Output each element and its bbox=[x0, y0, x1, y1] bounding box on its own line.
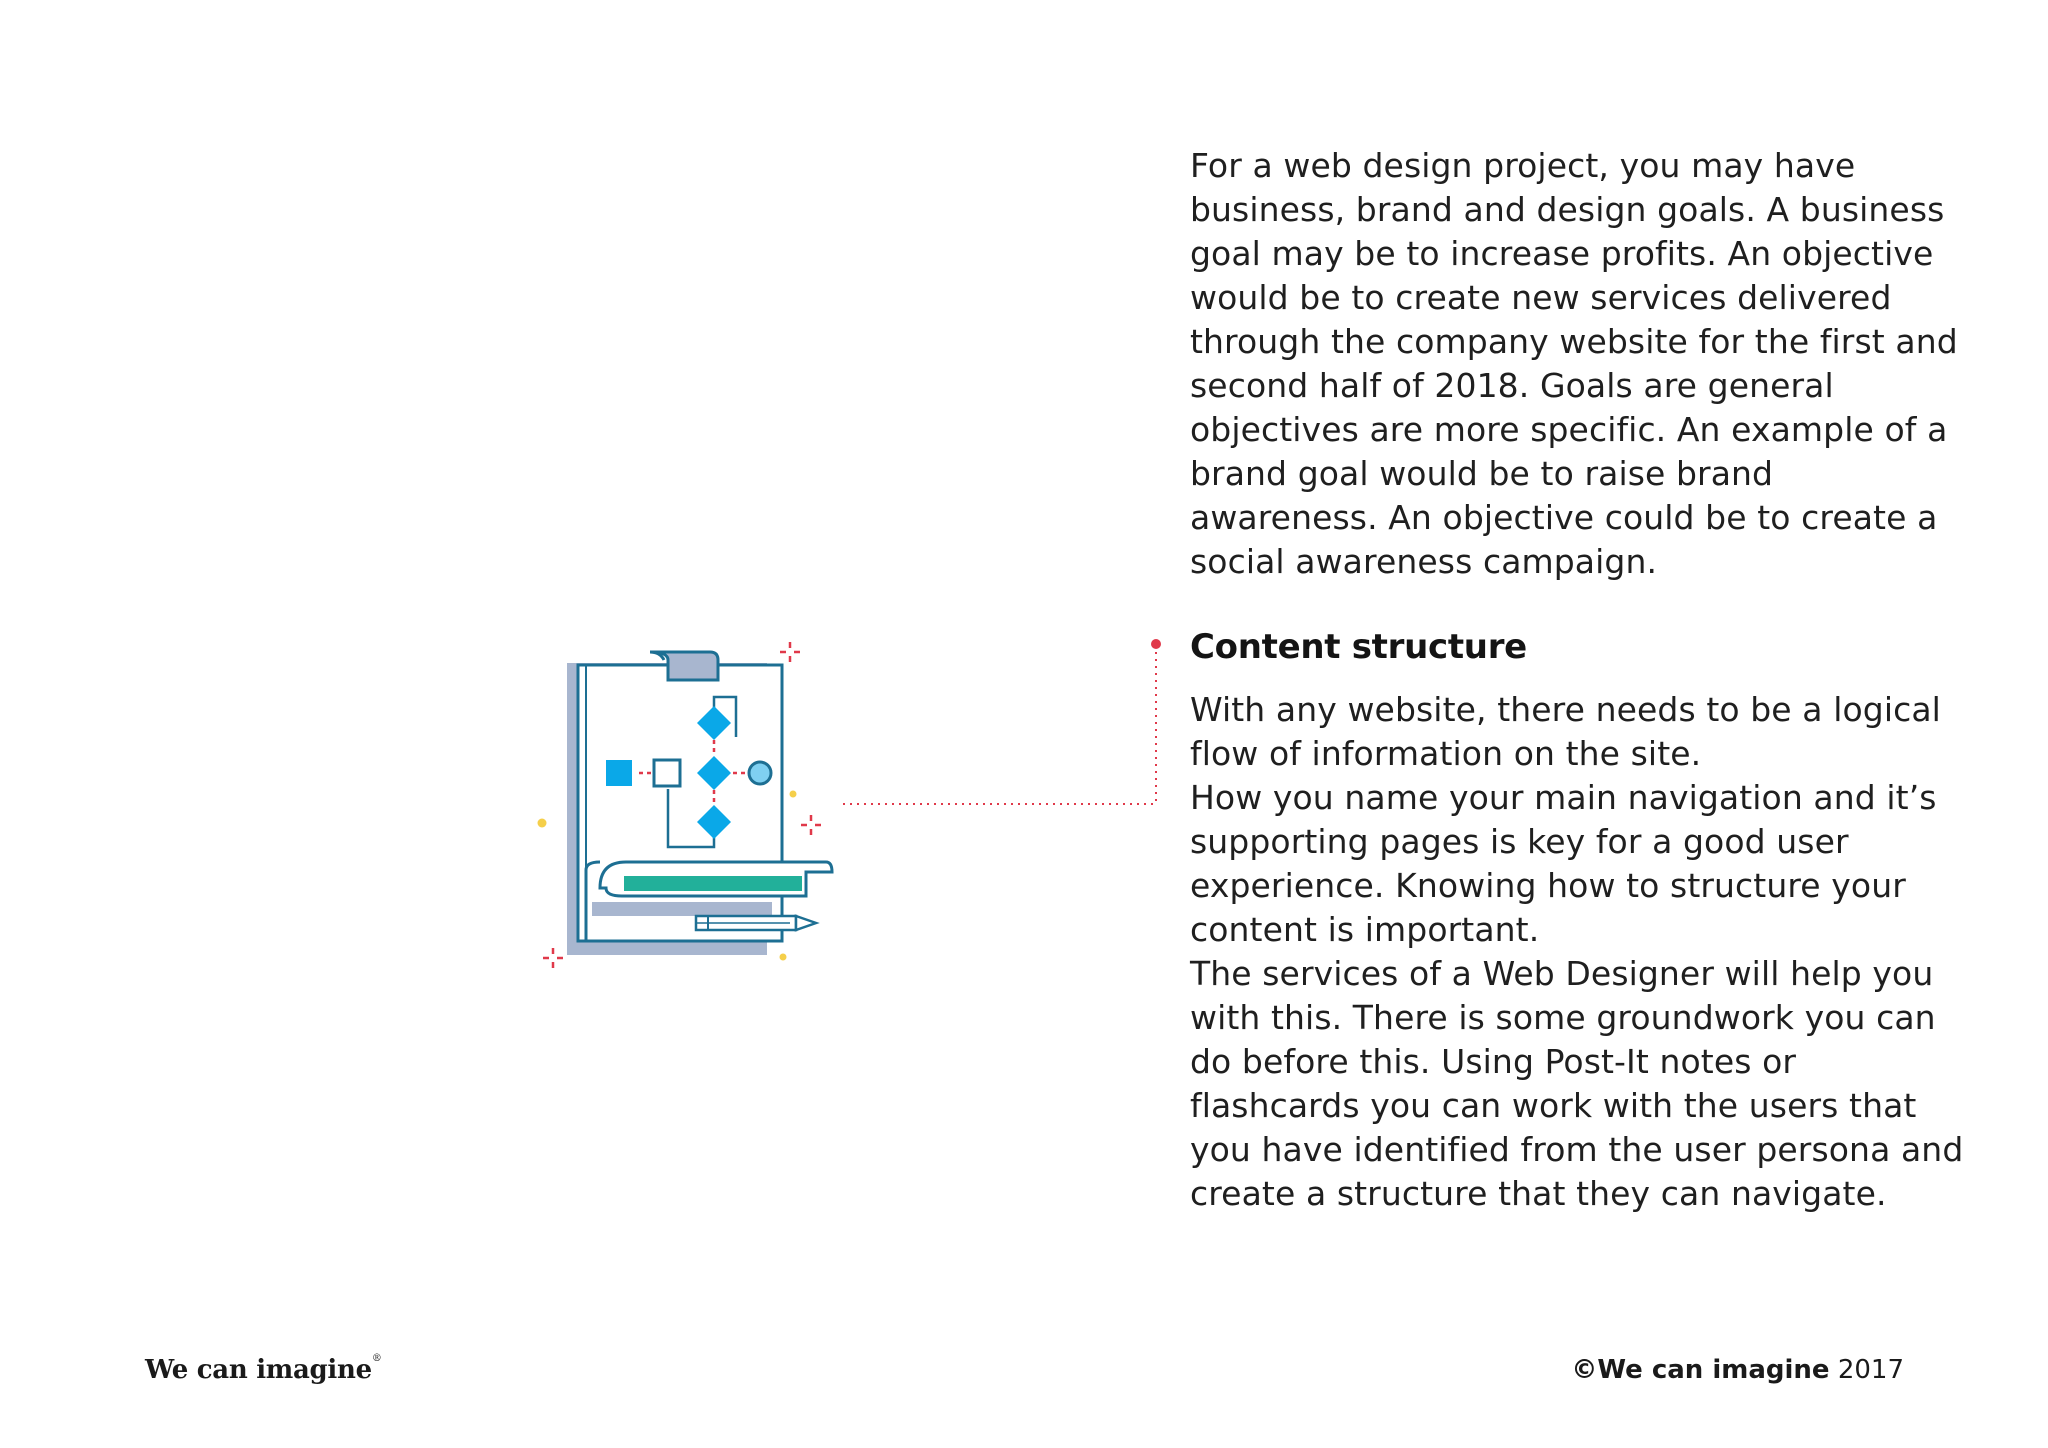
registered-mark: ® bbox=[371, 1353, 382, 1364]
section-paragraph: The services of a Web Designer will help you with this. There is some groundwork you can do before this. Using Post-It notes or flashcards you can work with the users that you have identified from the user persona and create a structure that they can navigate. bbox=[1190, 954, 1964, 1213]
section-paragraph: With any website, there needs to be a logical flow of information on the site. bbox=[1190, 690, 1941, 773]
section-paragraph: How you name your main navigation and it’s supporting pages is key for a good user experience. Knowing how to structure your content is important. bbox=[1190, 778, 1937, 949]
section-body bbox=[1190, 688, 1970, 1216]
flowchart-clipboard-icon bbox=[530, 640, 840, 980]
footer-copyright bbox=[1571, 1355, 1904, 1385]
copyright-brand: We can imagine bbox=[1597, 1355, 1830, 1385]
connector-dot bbox=[1151, 639, 1161, 649]
footer-brand-logo bbox=[145, 1355, 382, 1385]
footer-brand-text: We can imagine bbox=[145, 1355, 372, 1385]
copyright-symbol: © bbox=[1571, 1355, 1598, 1385]
section-heading: Content structure bbox=[1190, 627, 1527, 667]
copyright-year: 2017 bbox=[1837, 1355, 1904, 1385]
intro-paragraph: For a web design project, you may have business, brand and design goals. A business goal may be to increase profits. An objective would be to create new services delivered through the company website for the first and second half of 2018. Goals are general objectives are more specific. An example of a brand goal would be to raise brand awareness. An objective could be to create a social awareness campaign. bbox=[1190, 146, 1958, 581]
